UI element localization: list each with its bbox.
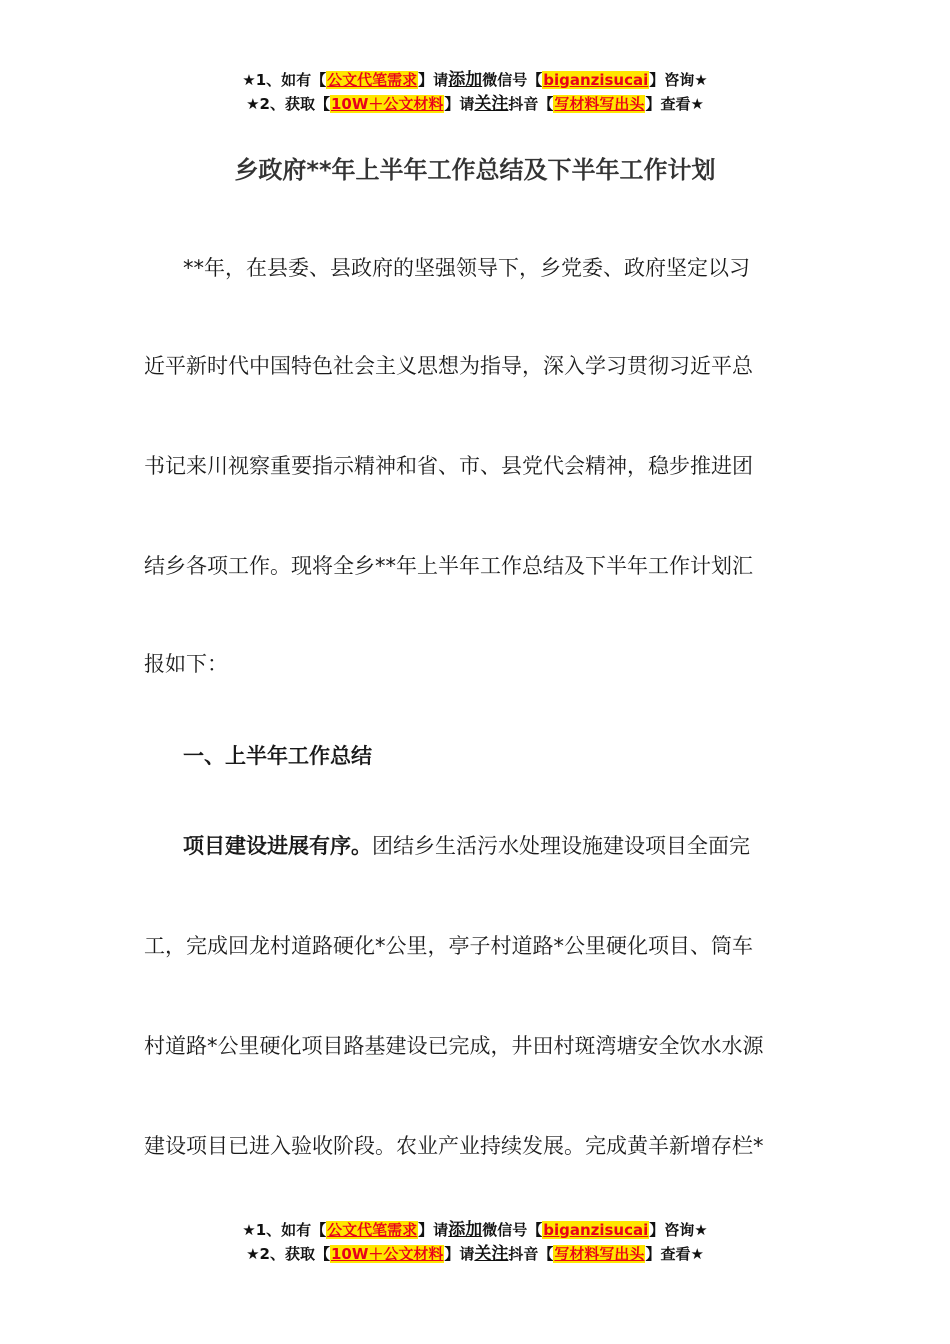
promo-text: 2、获取【 bbox=[259, 1245, 330, 1263]
promo-text: 】请 bbox=[418, 71, 449, 89]
promo-text: 】请 bbox=[418, 1221, 449, 1239]
intro-line-4: 结乡各项工作。现将全乡**年上半年工作总结及下半年工作计划汇 bbox=[144, 554, 753, 578]
para2-lead: 项目建设进展有序。 bbox=[183, 834, 372, 858]
promo-line-2 bbox=[0, 1242, 950, 1266]
promo-text: 】查看 bbox=[645, 1245, 691, 1263]
para2-line-2: 工，完成回龙村道路硬化*公里，亭子村道路*公里硬化项目、筒车 bbox=[144, 934, 753, 958]
promo-emphasis: 添加 bbox=[448, 70, 483, 90]
section-heading-1: 一、上半年工作总结 bbox=[183, 744, 372, 768]
intro-line-3: 书记来川视察重要指示精神和省、市、县党代会精神，稳步推进团 bbox=[144, 454, 753, 478]
promo-text: 】查看 bbox=[645, 95, 691, 113]
star-icon: ★ bbox=[690, 1245, 704, 1263]
document-title: 乡政府**年上半年工作总结及下半年工作计划 bbox=[234, 156, 716, 184]
promo-line-1 bbox=[0, 68, 950, 92]
star-icon: ★ bbox=[246, 95, 260, 113]
highlight-service: 公文代笔需求 bbox=[327, 1221, 418, 1239]
para2-line-1-text: 团结乡生活污水处理设施建设项目全面完 bbox=[372, 834, 750, 858]
star-icon: ★ bbox=[242, 1221, 256, 1239]
promo-text: 抖音【 bbox=[508, 95, 554, 113]
promo-banner-bottom bbox=[0, 1218, 950, 1266]
para2-line-1 bbox=[183, 830, 750, 860]
intro-line-1: **年，在县委、县政府的坚强领导下，乡党委、政府坚定以习 bbox=[183, 256, 750, 280]
highlight-wechat-id: biganzisucai bbox=[543, 71, 649, 89]
highlight-service: 公文代笔需求 bbox=[327, 71, 418, 89]
highlight-douyin-account: 写材料写出头 bbox=[554, 95, 645, 113]
promo-text: 微信号【 bbox=[482, 1221, 543, 1239]
promo-text: 1、如有【 bbox=[255, 71, 327, 89]
star-icon: ★ bbox=[246, 1245, 260, 1263]
para2-line-4: 建设项目已进入验收阶段。农业产业持续发展。完成黄羊新增存栏* bbox=[144, 1134, 764, 1158]
highlight-materials: 10W＋公文材料 bbox=[330, 95, 444, 113]
promo-emphasis: 添加 bbox=[448, 1220, 483, 1240]
promo-banner-top bbox=[0, 68, 950, 116]
promo-text: 抖音【 bbox=[508, 1245, 554, 1263]
promo-emphasis: 关注 bbox=[474, 94, 509, 114]
highlight-wechat-id: biganzisucai bbox=[543, 1221, 649, 1239]
promo-text: 】咨询 bbox=[649, 1221, 695, 1239]
star-icon: ★ bbox=[694, 71, 708, 89]
star-icon: ★ bbox=[694, 1221, 708, 1239]
promo-line-2 bbox=[0, 92, 950, 116]
promo-text: 1、如有【 bbox=[255, 1221, 327, 1239]
promo-text: 】请 bbox=[444, 1245, 475, 1263]
promo-text: 2、获取【 bbox=[259, 95, 330, 113]
promo-line-1 bbox=[0, 1218, 950, 1242]
promo-text: 微信号【 bbox=[482, 71, 543, 89]
intro-line-5: 报如下： bbox=[144, 652, 228, 676]
promo-emphasis: 关注 bbox=[474, 1244, 509, 1264]
highlight-materials: 10W＋公文材料 bbox=[330, 1245, 444, 1263]
star-icon: ★ bbox=[690, 95, 704, 113]
star-icon: ★ bbox=[242, 71, 256, 89]
para2-line-3: 村道路*公里硬化项目路基建设已完成，井田村斑湾塘安全饮水水源 bbox=[144, 1034, 764, 1058]
intro-line-2: 近平新时代中国特色社会主义思想为指导，深入学习贯彻习近平总 bbox=[144, 354, 753, 378]
promo-text: 】咨询 bbox=[649, 71, 695, 89]
highlight-douyin-account: 写材料写出头 bbox=[554, 1245, 645, 1263]
promo-text: 】请 bbox=[444, 95, 475, 113]
